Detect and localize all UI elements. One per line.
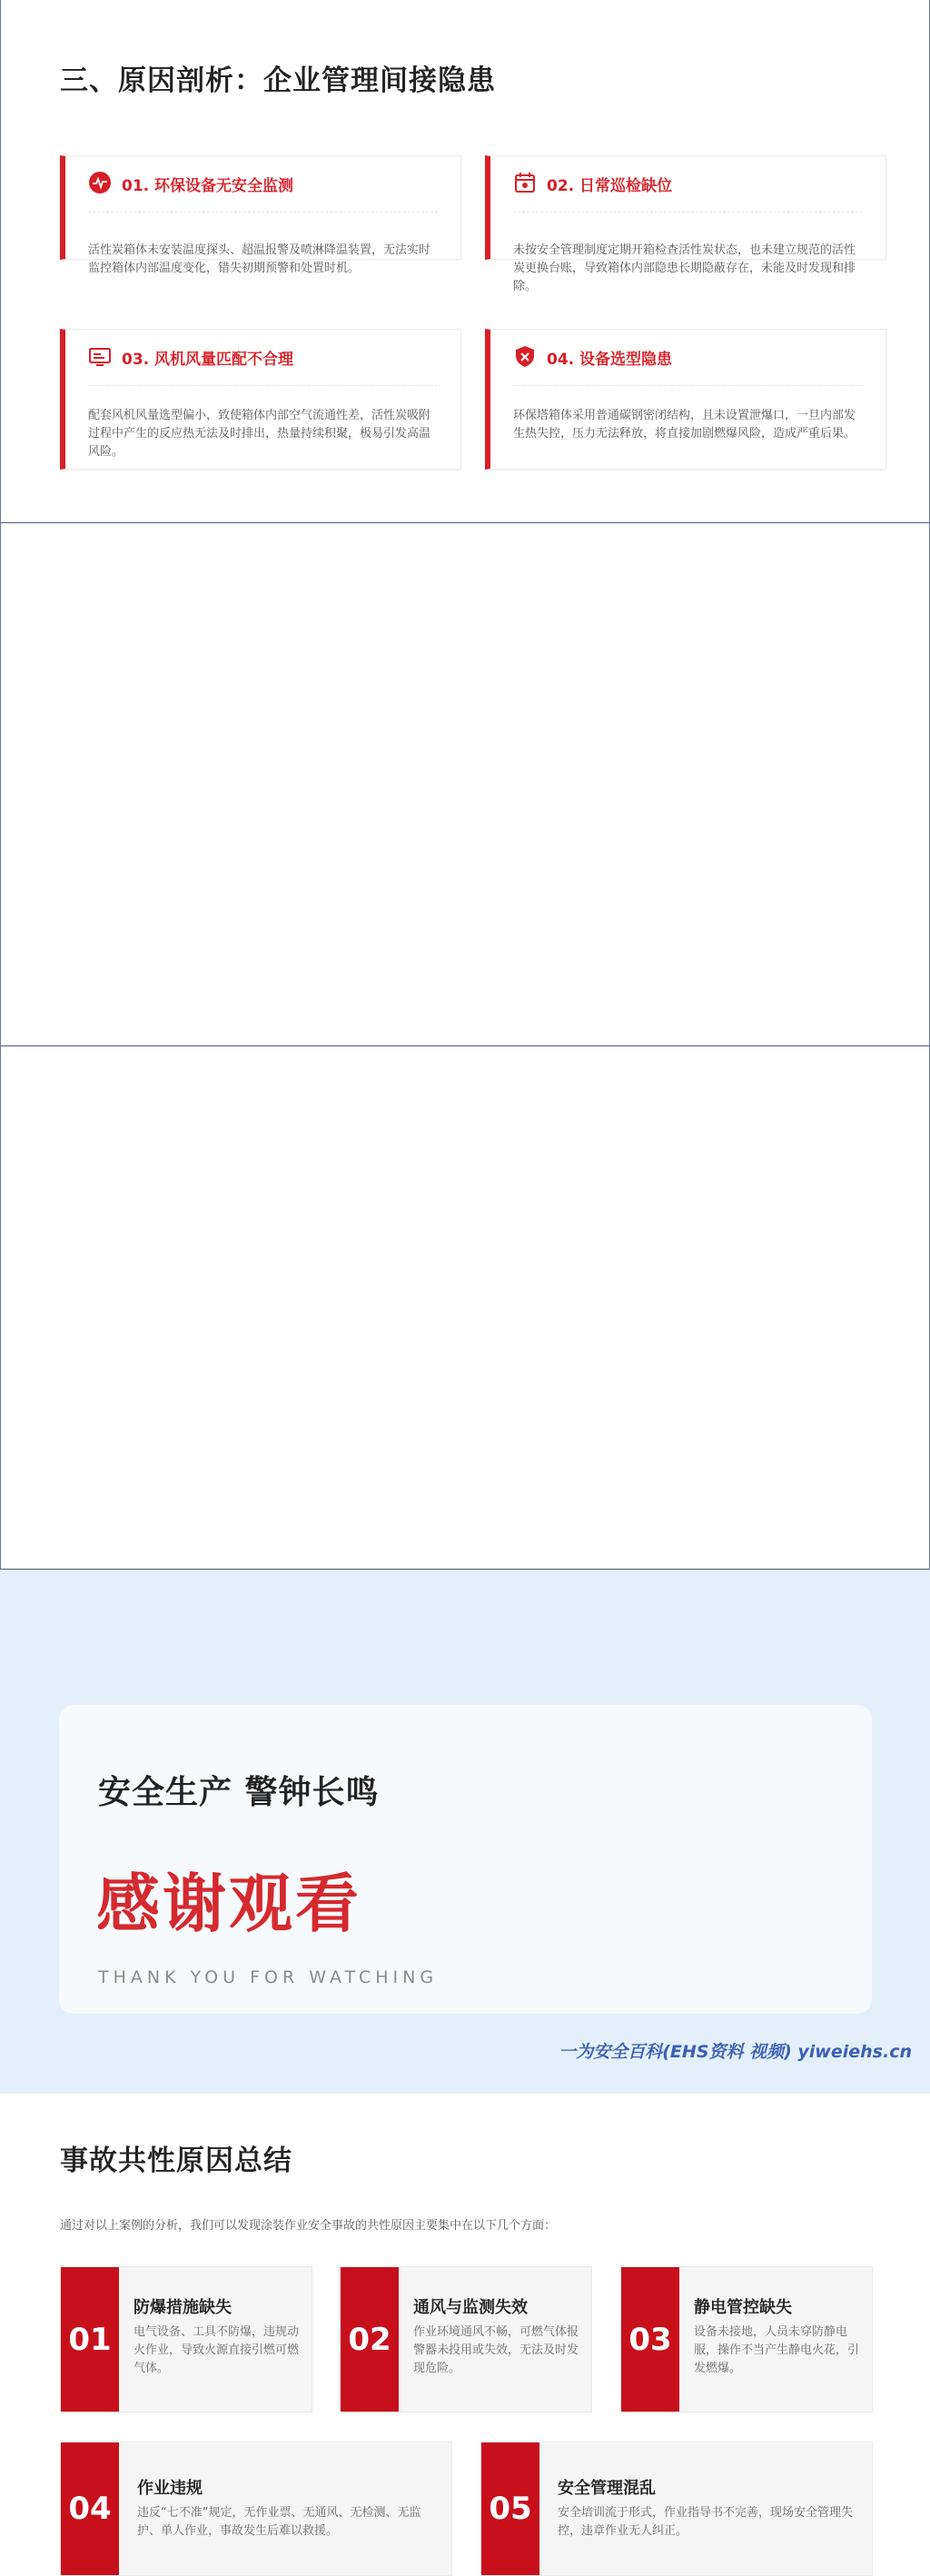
- cause-title: 通风与监测失效: [413, 2298, 528, 2317]
- slide-cause-analysis: [0, 0, 930, 523]
- cause-number: 05: [481, 2442, 539, 2575]
- cause-desc: 安全培训流于形式，作业指导书不完善，现场安全管理失控，违章作业无人纠正。: [558, 2506, 854, 2538]
- cause-title: 作业违规: [137, 2479, 203, 2498]
- card-desc: 配套风机风量选型偏小，致使箱体内部空气流通性差，活性炭吸附过程中产生的反应热无法及时排出，热量持续积聚，极易引发高温风险。: [88, 409, 431, 459]
- divider: [513, 385, 863, 386]
- cause-card-3: [60, 329, 461, 470]
- cause-title: 安全管理混乱: [558, 2479, 656, 2498]
- shield-x-icon: [513, 344, 537, 368]
- card-title: 02. 日常巡检缺位: [547, 177, 673, 195]
- divider: [88, 212, 438, 213]
- thanks-english: THANK YOU FOR WATCHING: [98, 1967, 439, 1987]
- cause-card-2: [485, 155, 886, 293]
- cause-item-5: [480, 2442, 873, 2576]
- cause-card-1: [60, 155, 461, 275]
- card-title: 03. 风机风量匹配不合理: [122, 351, 294, 369]
- cause-title: 防爆措施缺失: [134, 2298, 232, 2317]
- card-title: 01. 环保设备无安全监测: [122, 177, 294, 195]
- slide-thanks: [0, 1570, 930, 2094]
- closing-subtitle: 安全生产 警钟长鸣: [98, 1774, 380, 1811]
- card-desc: 环保塔箱体采用普通碳钢密闭结构，且未设置泄爆口，一旦内部发生热失控，压力无法释放，将直接加剧燃爆风险，造成严重后果。: [513, 409, 856, 441]
- divider: [88, 385, 438, 386]
- cause-number: 02: [341, 2267, 399, 2412]
- card-desc: 活性炭箱体未安装温度探头、超温报警及喷淋降温装置，无法实时监控箱体内部温度变化，错失初期预警和处置时机。: [88, 243, 431, 275]
- footer-watermark: 一为安全百科(EHS资料 视频) yiweiehs.cn: [559, 2042, 912, 2062]
- cause-item-3: [620, 2266, 873, 2413]
- cause-title: 静电管控缺失: [694, 2298, 792, 2317]
- cause-desc: 设备未接地，人员未穿防静电服，操作不当产生静电火花，引发燃爆。: [694, 2325, 860, 2375]
- card-desc: 未按安全管理制度定期开箱检查活性炭状态，也未建立规范的活性炭更换台账，导致箱体内部隐患长期隐蔽存在，未能及时发现和排除。: [513, 243, 856, 293]
- card-title: 04. 设备选型隐患: [547, 351, 673, 369]
- thanks-title: 感谢观看: [96, 1867, 361, 1941]
- fan-monitor-icon: [88, 344, 112, 368]
- cause-item-4: [60, 2442, 452, 2576]
- cause-card-4: [485, 329, 886, 470]
- cause-number: 04: [61, 2442, 119, 2575]
- heartbeat-alert-icon: [88, 171, 112, 194]
- calendar-check-icon: [513, 171, 537, 194]
- cause-number: 03: [621, 2267, 679, 2412]
- slide-industry-risk: [0, 523, 930, 1046]
- cause-desc: 作业环境通风不畅，可燃气体报警器未投用或失效，无法及时发现危险。: [413, 2325, 579, 2375]
- divider: [513, 212, 863, 213]
- cause-number: 01: [61, 2267, 119, 2412]
- slide-title: 事故共性原因总结: [60, 2145, 292, 2177]
- cause-desc: 电气设备、工具不防爆，违规动火作业，导致火源直接引燃可燃气体。: [134, 2325, 300, 2375]
- intro-text: 通过对以上案例的分析，我们可以发现涂装作业安全事故的共性原因主要集中在以下几个方面：: [60, 2219, 557, 2233]
- cause-desc: 违反“七不准”规定，无作业票、无通风、无检测、无监护、单人作业，事故发生后难以救援。: [137, 2506, 421, 2538]
- cause-item-1: [60, 2266, 312, 2413]
- cause-item-2: [340, 2266, 592, 2413]
- slide-title: 三、原因剖析：企业管理间接隐患: [60, 64, 496, 97]
